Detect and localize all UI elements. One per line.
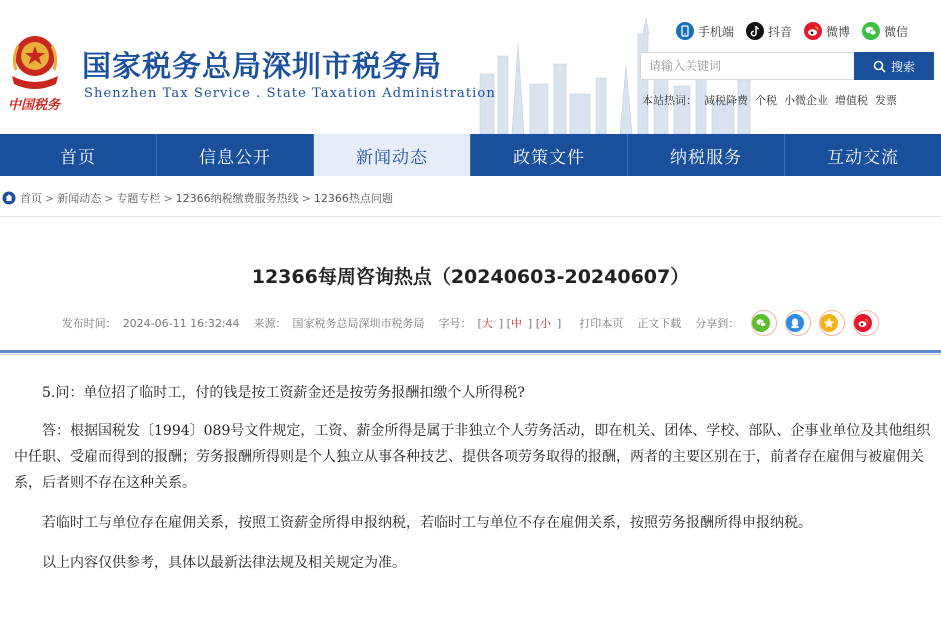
breadcrumb-item[interactable]: 专题专栏 [116,192,161,205]
quick-link-label: 微博 [826,24,851,39]
download-text-link[interactable]: 正文下载 [637,317,682,330]
weibo-share-icon [854,314,872,332]
site-header [0,0,941,134]
font-size-controls: [大 ] [中 ] [小 ] [477,317,562,330]
share-weibo-button[interactable] [853,310,879,336]
quick-link-label: 手机端 [698,24,735,39]
font-size-small-button[interactable]: 小 [540,317,551,330]
published-value: 2024-06-11 16:32:44 [122,316,240,330]
hot-word[interactable]: 减税降费 [704,94,748,107]
breadcrumb-separator: > [45,191,55,205]
breadcrumb-item[interactable]: 12366纳税缴费服务热线 [175,192,299,205]
article-question: 5.问：单位招了临时工，付的钱是按工资薪金还是按劳务报酬扣缴个人所得税? [42,385,525,401]
breadcrumb-divider [0,216,941,217]
hot-word[interactable]: 小微企业 [784,94,828,107]
main-nav [0,134,941,176]
font-size-large-button[interactable]: 大 [481,317,493,330]
wechat-share-icon [752,314,770,332]
article-meta [0,310,941,336]
search-box [640,52,934,80]
share-icons [751,310,879,336]
nav-item-policy-documents[interactable]: 政策文件 [471,134,628,176]
nav-item-home[interactable]: 首页 [0,134,157,176]
breadcrumb-separator: > [163,191,173,205]
quick-link-wechat[interactable] [862,22,908,40]
quick-link-weibo[interactable] [804,22,850,40]
article-title: 12366每周咨询热点（20240603-20240607） [251,266,690,288]
qq-share-icon [786,314,804,332]
search-button[interactable] [854,52,934,80]
mobile-icon [676,22,694,40]
font-size-label: 字号： [438,317,472,330]
hot-words-label: 本站热词： [642,94,697,107]
article-paragraph: 以上内容仅供参考，具体以最新法律法规及相关规定为准。 [42,555,406,571]
site-title[interactable]: 国家税务总局深圳市税务局 [82,49,443,83]
quick-links [676,22,908,40]
share-qq-button[interactable] [785,310,811,336]
breadcrumb-current[interactable]: 12366热点问题 [313,192,393,205]
qzone-share-icon [820,314,838,332]
brand-script-logo: 中国税务 [8,98,61,113]
share-label: 分享到： [695,317,740,330]
home-icon [2,191,16,205]
article-head-divider [0,350,941,353]
font-size-medium-button[interactable]: 中 [510,317,522,330]
nav-item-tax-services[interactable]: 纳税服务 [628,134,785,176]
search-button-label: 搜索 [890,59,915,74]
breadcrumb-separator: > [301,191,311,205]
hot-word[interactable]: 增值税 [835,94,868,107]
article-paragraph: 若临时工与单位存在雇佣关系，按照工资薪金所得申报纳税，若临时工与单位不存在雇佣关系，按照劳务报酬所得申报纳税。 [42,515,812,531]
quick-link-douyin[interactable] [746,22,792,40]
share-qzone-button[interactable] [819,310,845,336]
weibo-icon [804,22,822,40]
published-label: 发布时间： [61,317,117,330]
breadcrumb-item[interactable]: 首页 [20,192,42,205]
hot-word[interactable]: 个税 [755,94,777,107]
search-icon [873,60,886,73]
search-input[interactable] [640,52,854,80]
hot-words [642,92,897,108]
article-answer: 答：根据国税发〔1994〕089号文件规定，工资、薪金所得是属于非独立个人劳务活动，即在机关、团体、学校、部队、企事业单位及其他组织中任职、受雇而得到的报酬；劳务报酬所得则是个人独立从事各种技艺、提供各项劳务取得的报酬，两者的主要区别在于，前者存在雇佣与被雇佣关系，后者则不存在这种关系。 [14,423,931,491]
hot-word[interactable]: 发票 [875,94,897,107]
breadcrumb-separator: > [104,191,114,205]
nav-item-news[interactable]: 新闻动态 [314,134,471,176]
site-subtitle: Shenzhen Tax Service . State Taxation Administration [84,86,496,101]
quick-link-label: 微信 [884,24,909,39]
tax-emblem-icon [6,32,64,94]
share-wechat-button[interactable] [751,310,777,336]
quick-link-label: 抖音 [768,24,793,39]
nav-item-interaction[interactable]: 互动交流 [827,147,899,168]
breadcrumb-item[interactable]: 新闻动态 [57,192,102,205]
quick-link-mobile[interactable] [676,22,734,40]
article-content [14,380,934,590]
source-value: 国家税务总局深圳市税务局 [292,317,425,330]
source-label: 来源： [253,317,287,330]
article-head-divider-thin [0,354,941,355]
breadcrumb [0,186,393,210]
print-page-link[interactable]: 打印本页 [579,317,624,330]
wechat-icon [862,22,880,40]
nav-item-info-disclosure[interactable]: 信息公开 [157,134,314,176]
douyin-icon [746,22,764,40]
